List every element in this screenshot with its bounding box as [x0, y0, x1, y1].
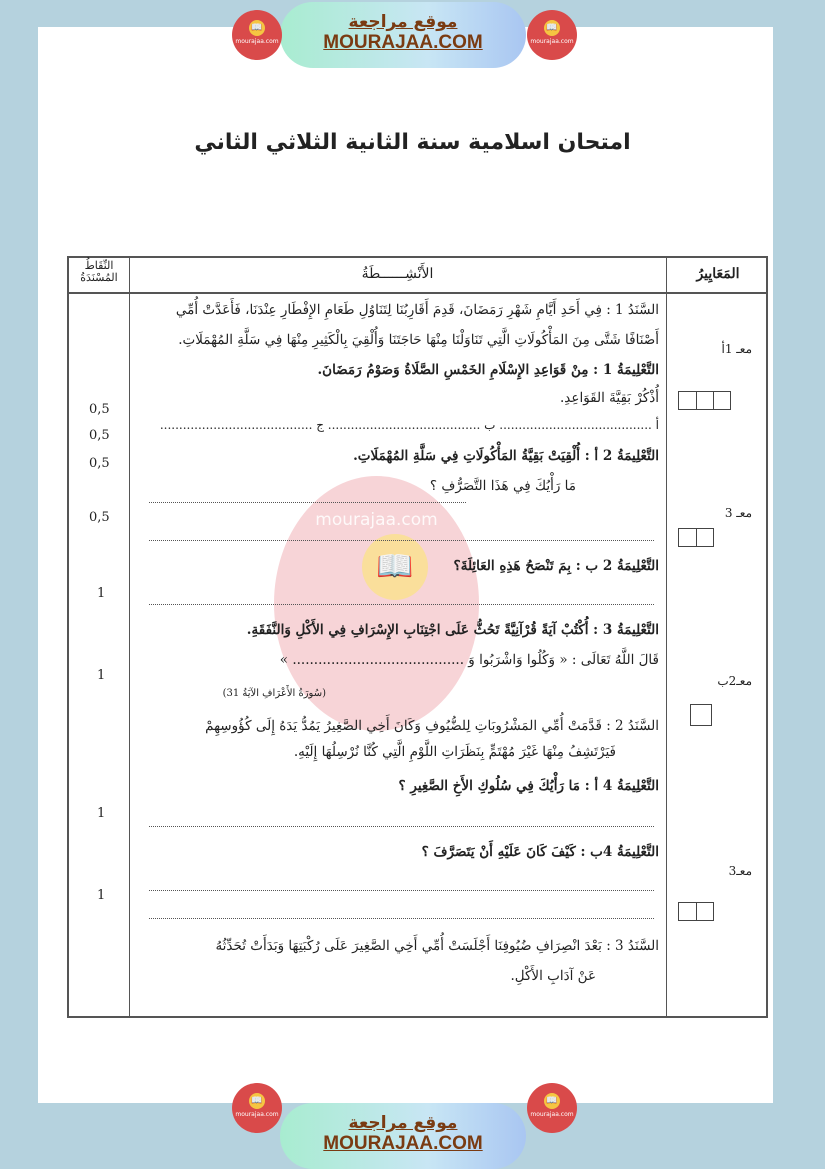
- logo-text: mourajaa.com: [235, 1111, 279, 1118]
- score-boxes[interactable]: [678, 528, 714, 547]
- answer-line[interactable]: [149, 604, 654, 605]
- site-logo-icon: 📖 mourajaa.com: [232, 1083, 282, 1133]
- text-line: أُذْكُرْ بَقِيَّةَ القَوَاعِدِ.: [560, 390, 659, 406]
- banner-link[interactable]: MOURAJAA.COM: [323, 32, 483, 53]
- points-value: 1: [97, 668, 106, 683]
- criterion-label: معـ 3: [724, 506, 752, 520]
- banner-link[interactable]: MOURAJAA.COM: [323, 1133, 483, 1154]
- points-value: 0,5: [89, 428, 110, 443]
- text-line: التَّعْلِيمَةُ 4 أ : مَا رَأْيُكَ فِي سُلُوكِ الأَخِ الصَّغِيرِ ؟: [398, 778, 659, 794]
- text-line: السَّنَدُ 3 : بَعْدَ انْصِرَافِ ضُيُوفِنَا أَجْلَسَتْ أُمِّي أَخِي الصَّغِيرَ عَلَى رُكْبَتِهَا وَبَدَأَتْ تُحَدِّثُهُ: [215, 938, 659, 954]
- header-points: النِّقَاطُ المُسْنَدَةُ: [80, 259, 118, 284]
- site-logo-icon: 📖 mourajaa.com: [527, 1083, 577, 1133]
- text-line: أَصْنَافًا شَتَّى مِنَ المَأْكُولَاتِ الَّتِي تَنَاوَلْنَا مِنْهَا حَاجَتَنَا وَأُلْقِيَ بِالْكَثِيرِ مِنْهَا فِي سَلَّةِ المُهْمَلَاتِ.: [178, 332, 659, 348]
- answer-line[interactable]: [149, 890, 654, 891]
- answer-line[interactable]: [149, 826, 654, 827]
- criterion-label: معـ 1أ: [721, 342, 752, 356]
- text-line: قَالَ اللَّهُ تَعَالَى : « وَكُلُوا وَاشْرَبُوا وَ ........................................ »: [279, 652, 659, 668]
- points-value: 1: [97, 888, 106, 903]
- site-banner-bottom[interactable]: [280, 1103, 526, 1169]
- points-value: 1: [97, 586, 106, 601]
- answer-line[interactable]: [149, 502, 466, 503]
- site-logo-icon: 📖 mourajaa.com: [232, 10, 282, 60]
- watermark-text: mourajaa.com: [315, 510, 438, 530]
- score-boxes[interactable]: [678, 902, 714, 921]
- banner-arabic: موقع مراجعة: [348, 12, 458, 32]
- text-line: التَّعْلِيمَةُ 4ب : كَيْفَ كَانَ عَلَيْهِ أَنْ يَتَصَرَّفَ ؟: [421, 844, 659, 860]
- text-line: التَّعْلِيمَةُ 2 ب : بِمَ تَنْصَحُ هَذِهِ العَائِلَةَ؟: [453, 558, 659, 574]
- book-icon: 📖: [362, 534, 428, 600]
- logo-text: mourajaa.com: [530, 38, 574, 45]
- text-line: مَا رَأْيُكَ فِي هَذَا التَّصَرُّفِ ؟: [429, 478, 576, 494]
- text-line: التَّعْلِيمَةُ 3 : أُكْتُبْ آيَةً قُرْآنِيَّةً تَحُثُّ عَلَى اجْتِنَابِ الإِسْرَافِ فِي الأَكْلِ وَالنَّفَقَةِ.: [246, 622, 659, 638]
- score-boxes[interactable]: [678, 391, 731, 410]
- text-line: التَّعْلِيمَةُ 1 : مِنْ قَوَاعِدِ الإِسْلَامِ الخَمْسِ الصَّلَاةُ وَصَوْمُ رَمَضَانَ.: [317, 362, 659, 378]
- exam-table: [67, 256, 768, 1018]
- criterion-label: معـ2ب: [717, 674, 752, 688]
- points-value: 1: [97, 806, 106, 821]
- header-activities: الأَنْشِــــــطَةُ: [361, 266, 434, 282]
- points-value: 0,5: [89, 456, 110, 471]
- logo-text: mourajaa.com: [530, 1111, 574, 1118]
- text-line: فَيَرْتَشِفُ مِنْهَا غَيْرَ مُهْتَمٍّ بِنَظَرَاتِ اللَّوْمِ الَّتِي كُنَّا نُرْسِلُهَا إِلَيْهِ.: [293, 744, 616, 760]
- text-line: السَّنَدُ 2 : قَدَّمَتْ أُمِّي المَشْرُوبَاتِ لِلضُّيُوفِ وَكَانَ أَخِي الصَّغِيرُ يَمُدُّ يَدَهُ إِلَى كُؤُوسِهِمْ: [205, 718, 659, 734]
- banner-arabic: موقع مراجعة: [348, 1113, 458, 1133]
- score-boxes[interactable]: [690, 704, 712, 726]
- answer-line[interactable]: أ ........................................ ب ........................................ ج ........................................: [159, 418, 659, 432]
- verse-reference: (سُورَةُ الأَعْرَافِ الآيَةُ 31): [222, 688, 326, 699]
- page-title: امتحان اسلامية سنة الثانية الثلاثي الثاني: [194, 130, 631, 155]
- site-logo-icon: 📖 mourajaa.com: [527, 10, 577, 60]
- points-value: 0,5: [89, 510, 110, 525]
- site-banner-top[interactable]: [280, 2, 526, 68]
- text-line: السَّنَدُ 1 : فِي أَحَدِ أَيَّامِ شَهْرِ رَمَضَانَ، قَدِمَ أَقَارِبُنَا لِتَنَاوُلِ طَعَامِ الإِفْطَارِ عِنْدَنَا، فَأَعَدَّتْ أُمِّي: [175, 302, 659, 318]
- points-value: 0,5: [89, 402, 110, 417]
- header-criteria: المَعَايِيرُ: [696, 266, 740, 282]
- text-line: التَّعْلِيمَةُ 2 أ : أُلْقِيَتْ بَقِيَّةُ المَأْكُولَاتِ فِي سَلَّةِ المُهْمَلَاتِ.: [353, 448, 659, 464]
- logo-text: mourajaa.com: [235, 38, 279, 45]
- criterion-label: معـ3: [728, 864, 752, 878]
- text-line: عَنْ آدَابِ الأَكْلِ.: [510, 968, 596, 984]
- answer-line[interactable]: [149, 918, 654, 919]
- answer-line[interactable]: [149, 540, 654, 541]
